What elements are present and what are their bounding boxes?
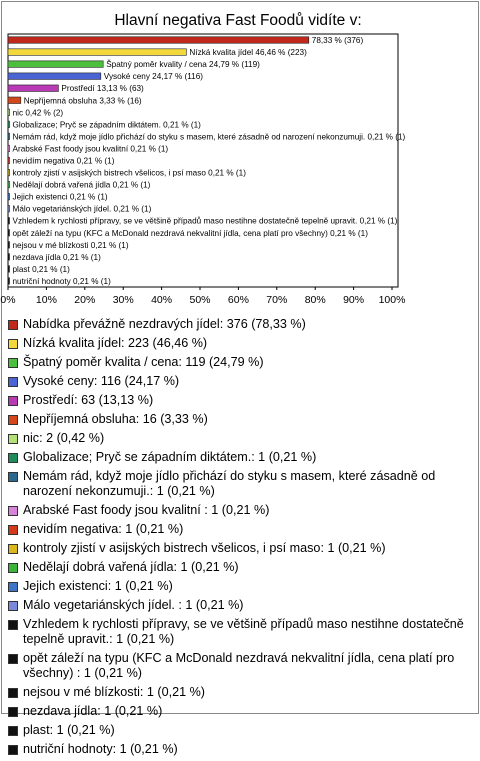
bar-label-16: opět záleží na typu (KFC a McDonald nezdravá nekvalitní jídla, cena platí pro všechny) 0,21 % (1): [12, 228, 368, 238]
bar-label-20: nutriční hodnoty 0,21 % (1): [12, 276, 111, 286]
legend-item-13: [8, 579, 472, 594]
chart-legend: [8, 317, 472, 761]
x-tick-label-8: 80%: [304, 294, 326, 306]
legend-item-12: [8, 560, 472, 575]
x-tick-label-7: 70%: [266, 294, 288, 306]
legend-swatch-2: [8, 358, 18, 368]
x-tick-label-5: 50%: [189, 294, 211, 306]
legend-swatch-3: [8, 377, 18, 387]
legend-item-14: [8, 598, 472, 613]
legend-text-3: Vysoké ceny: 116 (24,17 %): [23, 374, 180, 388]
legend-item-8: [8, 469, 472, 499]
legend-text-10: nevidím negativa: 1 (0,21 %): [23, 522, 184, 536]
legend-swatch-10: [8, 525, 18, 535]
legend-item-15: [8, 617, 472, 647]
x-tick-label-3: 30%: [112, 294, 134, 306]
bar-label-15: Vzhledem k rychlosti přípravy, se ve většině případů maso nestihne dostatečně tepelně upravit. 0,21 % (1): [12, 216, 398, 226]
legend-swatch-17: [8, 688, 18, 698]
bar-6: [8, 109, 10, 116]
bar-label-1: Nízká kvalita jídel 46,46 % (223): [189, 48, 307, 58]
bar-9: [8, 145, 10, 152]
bar-2: [8, 61, 103, 67]
legend-text-8: Nemám rád, když moje jídlo přichází do styku s masem, které zásadně od narození nekonzumuji.: 1 (0,21 %): [23, 469, 436, 498]
legend-text-2: Špatný poměr kvalita / cena: 119 (24,79 %): [23, 355, 264, 369]
legend-swatch-14: [8, 601, 18, 611]
bar-label-17: nejsou v mé blízkosti 0,21 % (1): [12, 240, 129, 250]
legend-item-17: [8, 685, 472, 700]
legend-text-12: Nedělají dobrá vařená jídla: 1 (0,21 %): [23, 560, 239, 574]
bar-label-3: Vysoké ceny 24,17 % (116): [103, 72, 204, 82]
legend-item-6: [8, 431, 472, 446]
legend-item-11: [8, 541, 472, 556]
legend-swatch-8: [8, 472, 18, 482]
x-tick-label-6: 60%: [227, 294, 249, 306]
bar-15: [8, 217, 10, 224]
legend-swatch-16: [8, 654, 18, 664]
bar-12: [8, 181, 10, 188]
bar-label-14: Málo vegetariánských jídel. 0,21 % (1): [12, 204, 152, 214]
legend-text-4: Prostředí: 63 (13,13 %): [23, 393, 154, 407]
bar-label-7: Globalizace; Pryč se západním diktátem. 0,21 % (1): [12, 120, 201, 130]
bar-0: [8, 37, 309, 44]
bar-label-12: Nedělají dobrá vařená jídla 0,21 % (1): [12, 180, 151, 190]
legend-item-9: [8, 503, 472, 518]
bar-label-18: nezdava jídla 0,21 % (1): [12, 252, 101, 262]
legend-item-5: [8, 412, 472, 427]
bar-1: [8, 49, 186, 56]
legend-text-15: Vzhledem k rychlosti přípravy, se ve většině případů maso nestihne dostatečně tepelně upravit.: 1 (0,21 %): [23, 617, 464, 646]
legend-text-1: Nízká kvalita jídel: 223 (46,46 %): [23, 336, 208, 350]
legend-text-11: kontroly zjistí v asijských bistrech všelicos, i psí maso: 1 (0,21 %): [23, 541, 386, 555]
legend-text-17: nejsou v mé blízkosti: 1 (0,21 %): [23, 685, 205, 699]
legend-swatch-4: [8, 396, 18, 406]
legend-swatch-18: [8, 707, 18, 717]
legend-item-0: [8, 317, 472, 332]
legend-text-6: nic: 2 (0,42 %): [23, 431, 105, 445]
bar-7: [8, 121, 10, 128]
chart-title: Hlavní negativa Fast Foodů vidíte v:: [114, 12, 362, 29]
bar-20: [8, 278, 10, 285]
legend-item-16: [8, 651, 472, 681]
legend-item-10: [8, 522, 472, 537]
legend-text-19: plast: 1 (0,21 %): [23, 723, 115, 737]
legend-text-7: Globalizace; Pryč se západním diktátem.: 1 (0,21 %): [23, 450, 317, 464]
legend-item-18: [8, 704, 472, 719]
legend-item-4: [8, 393, 472, 408]
legend-swatch-19: [8, 726, 18, 736]
bar-label-0: 78,33 % (376): [311, 36, 364, 46]
legend-text-20: nutriční hodnoty: 1 (0,21 %): [23, 742, 178, 756]
bar-3: [8, 73, 101, 80]
bar-label-19: plast 0,21 % (1): [12, 264, 70, 274]
bar-19: [8, 266, 10, 273]
bar-8: [8, 133, 10, 140]
bar-18: [8, 254, 10, 261]
bar-label-5: Nepříjemná obsluha 3,33 % (16): [23, 96, 142, 106]
bar-10: [8, 157, 10, 164]
legend-text-13: Jejich existenci: 1 (0,21 %): [23, 579, 173, 593]
legend-item-3: [8, 374, 472, 389]
bar-16: [8, 230, 10, 237]
x-tick-label-1: 10%: [35, 294, 57, 306]
legend-item-2: [8, 355, 472, 370]
bar-label-2: Špatný poměr kvality / cena 24,79 % (119): [106, 60, 260, 70]
legend-swatch-13: [8, 582, 18, 592]
legend-swatch-12: [8, 563, 18, 573]
legend-item-19: [8, 723, 472, 738]
legend-swatch-15: [8, 620, 18, 630]
legend-swatch-9: [8, 506, 18, 516]
bar-13: [8, 193, 10, 200]
legend-swatch-5: [8, 415, 18, 425]
bar-17: [8, 242, 10, 249]
x-tick-label-4: 40%: [151, 294, 173, 306]
legend-swatch-0: [8, 320, 18, 330]
x-tick-label-10: 100%: [378, 294, 406, 306]
bar-label-10: nevidím negativa 0,21 % (1): [12, 156, 115, 166]
legend-swatch-11: [8, 544, 18, 554]
x-tick-label-9: 90%: [343, 294, 365, 306]
bar-label-8: Nemám rád, když moje jídlo přichází do styku s masem, které zásadně od narození nekonzumuji. 0,21 % (1): [12, 132, 406, 142]
bar-5: [8, 97, 21, 104]
legend-text-9: Arabské Fast foody jsou kvalitní : 1 (0,21 %): [23, 503, 270, 517]
legend-swatch-7: [8, 453, 18, 463]
x-tick-label-2: 20%: [74, 294, 96, 306]
legend-text-5: Nepříjemná obsluha: 16 (3,33 %): [23, 412, 208, 426]
x-tick-label-0: 0%: [0, 294, 16, 306]
bar-11: [8, 169, 10, 176]
legend-item-20: [8, 742, 472, 757]
legend-item-1: [8, 336, 472, 351]
legend-item-7: [8, 450, 472, 465]
bar-label-13: Jejich existenci 0,21 % (1): [12, 192, 108, 202]
legend-text-14: Málo vegetariánských jídel. : 1 (0,21 %): [23, 598, 244, 612]
legend-text-16: opět záleží na typu (KFC a McDonald nezdravá nekvalitní jídla, cena platí pro všechny) : 1 (0,21 %): [23, 651, 455, 680]
bar-label-9: Arabské Fast foody jsou kvalitní 0,21 % (1): [12, 144, 169, 154]
bar-14: [8, 205, 10, 212]
bar-label-6: nic 0,42 % (2): [12, 108, 64, 118]
legend-text-0: Nabídka převážně nezdravých jídel: 376 (78,33 %): [23, 317, 306, 331]
bar-4: [8, 85, 58, 92]
bar-label-4: Prostředí 13,13 % (63): [61, 84, 144, 94]
legend-swatch-6: [8, 434, 18, 444]
legend-swatch-1: [8, 339, 18, 349]
legend-text-18: nezdava jídla: 1 (0,21 %): [23, 704, 163, 718]
bar-label-11: kontroly zjistí v asijských bistrech všelicos, i psí maso 0,21 % (1): [12, 168, 246, 178]
legend-swatch-20: [8, 745, 18, 755]
bar-chart-plot: [0, 0, 480, 312]
